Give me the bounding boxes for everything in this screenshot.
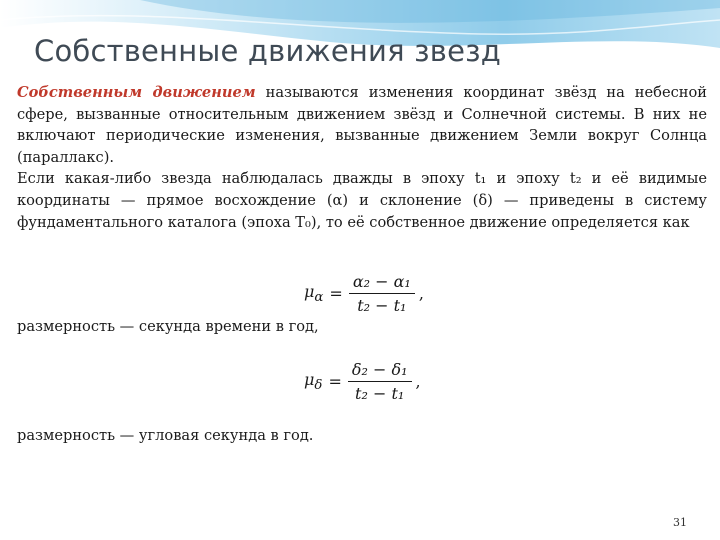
formula-equals: =	[329, 284, 343, 303]
formula-proper-motion-delta	[304, 360, 421, 403]
formula-numerator: α₂ − α₁	[349, 272, 415, 294]
formula-proper-motion-alpha	[304, 272, 424, 315]
definition-paragraph	[17, 82, 707, 168]
unit-alpha-text: размерность — секунда времени в год,	[17, 318, 319, 335]
formula-comma: ,	[418, 284, 424, 303]
slide-body	[17, 82, 707, 233]
defined-term: Собственным движением	[17, 84, 256, 101]
page-number: 31	[673, 516, 687, 529]
formula-comma: ,	[415, 372, 421, 391]
formula-equals: =	[328, 372, 342, 391]
formula-denominator: t₂ − t₁	[355, 384, 405, 403]
formula-lhs: $\mu_\delta$	[304, 369, 323, 394]
formula-numerator: δ₂ − δ₁	[348, 360, 412, 382]
method-paragraph: Если какая-либо звезда наблюдалась дважды в эпоху t₁ и эпоху t₂ и её видимые координаты — прямое восхождение (α) и склонение (δ) — приведены в систему фундаментального каталога (эпоха T₀), то её собственное движение определяется как	[17, 170, 707, 231]
slide-title: Собственные движения звезд	[34, 34, 501, 68]
definition-text: называются изменения координат звёзд на небесной сфере, вызванные относительным движением звёзд и Солнечной системы. В них не включают периодические изменения, вызванные движением Земли вокруг Солнца (параллакс).	[17, 84, 707, 166]
formula-fraction	[349, 272, 415, 315]
formula-denominator: t₂ − t₁	[357, 296, 407, 315]
formula-lhs: $\mu_\alpha$	[304, 281, 324, 306]
formula-fraction	[348, 360, 412, 403]
unit-delta-text: размерность — угловая секунда в год.	[17, 427, 314, 444]
